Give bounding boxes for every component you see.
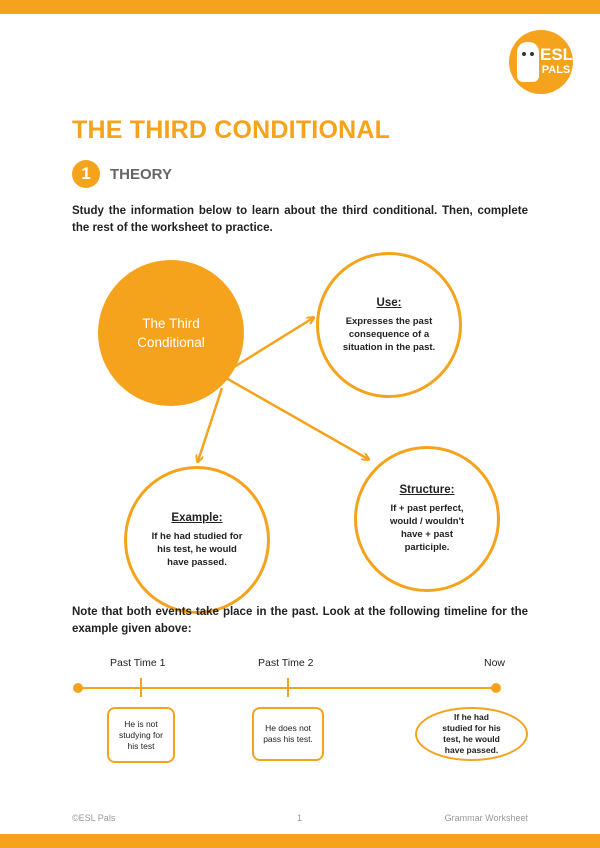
timeline-label-past-2: Past Time 2 xyxy=(258,657,314,669)
diagram-center-circle xyxy=(98,260,244,406)
timeline-box-3 xyxy=(415,707,528,761)
logo-text-esl: ESL xyxy=(540,45,574,64)
section-title: THEORY xyxy=(110,166,172,183)
section-number: 1 xyxy=(72,160,100,188)
structure-text: If + past perfect, would / wouldn't have + past participle. xyxy=(389,503,465,553)
timeline-end-dot xyxy=(491,683,501,693)
timeline-box-1-text: He is not studying for his test xyxy=(119,718,163,751)
example-text: If he had studied for his test, he would have passed. xyxy=(151,530,243,568)
timeline-box-1 xyxy=(107,707,175,763)
center-line-2: Conditional xyxy=(137,335,205,350)
timeline-start-dot xyxy=(73,683,83,693)
footer-worksheet-label: Grammar Worksheet xyxy=(444,813,528,823)
use-text: Expresses the past consequence of a situation in the past. xyxy=(342,315,436,353)
arrow-to-structure xyxy=(226,378,368,459)
use-circle xyxy=(316,252,462,398)
bottom-bar xyxy=(0,834,600,848)
footer-copyright: ©ESL Pals xyxy=(72,813,116,823)
structure-circle xyxy=(354,446,500,592)
structure-heading: Structure: xyxy=(399,484,455,496)
timeline-label-now: Now xyxy=(484,657,506,669)
timeline-box-3-text: If he had studied for his test, he would have passed. xyxy=(442,712,501,755)
timeline-label-past-1: Past Time 1 xyxy=(110,657,166,669)
center-line-1: The Third xyxy=(142,316,200,331)
use-heading: Use: xyxy=(376,296,402,309)
example-circle xyxy=(124,466,270,614)
footer-page-number: 1 xyxy=(297,813,303,823)
timeline-box-2 xyxy=(252,707,324,761)
note-paragraph: Note that both events take place in the past. Look at the following timeline for the example given above: xyxy=(72,606,528,635)
page-title: THE THIRD CONDITIONAL xyxy=(72,116,391,144)
intro-paragraph: Study the information below to learn about the third conditional. Then, complete the rest of the worksheet to practice. xyxy=(72,205,528,234)
logo-text-pals: PALS xyxy=(541,64,571,76)
example-heading: Example: xyxy=(171,511,223,524)
timeline-box-2-text: He does not pass his test. xyxy=(263,723,313,744)
